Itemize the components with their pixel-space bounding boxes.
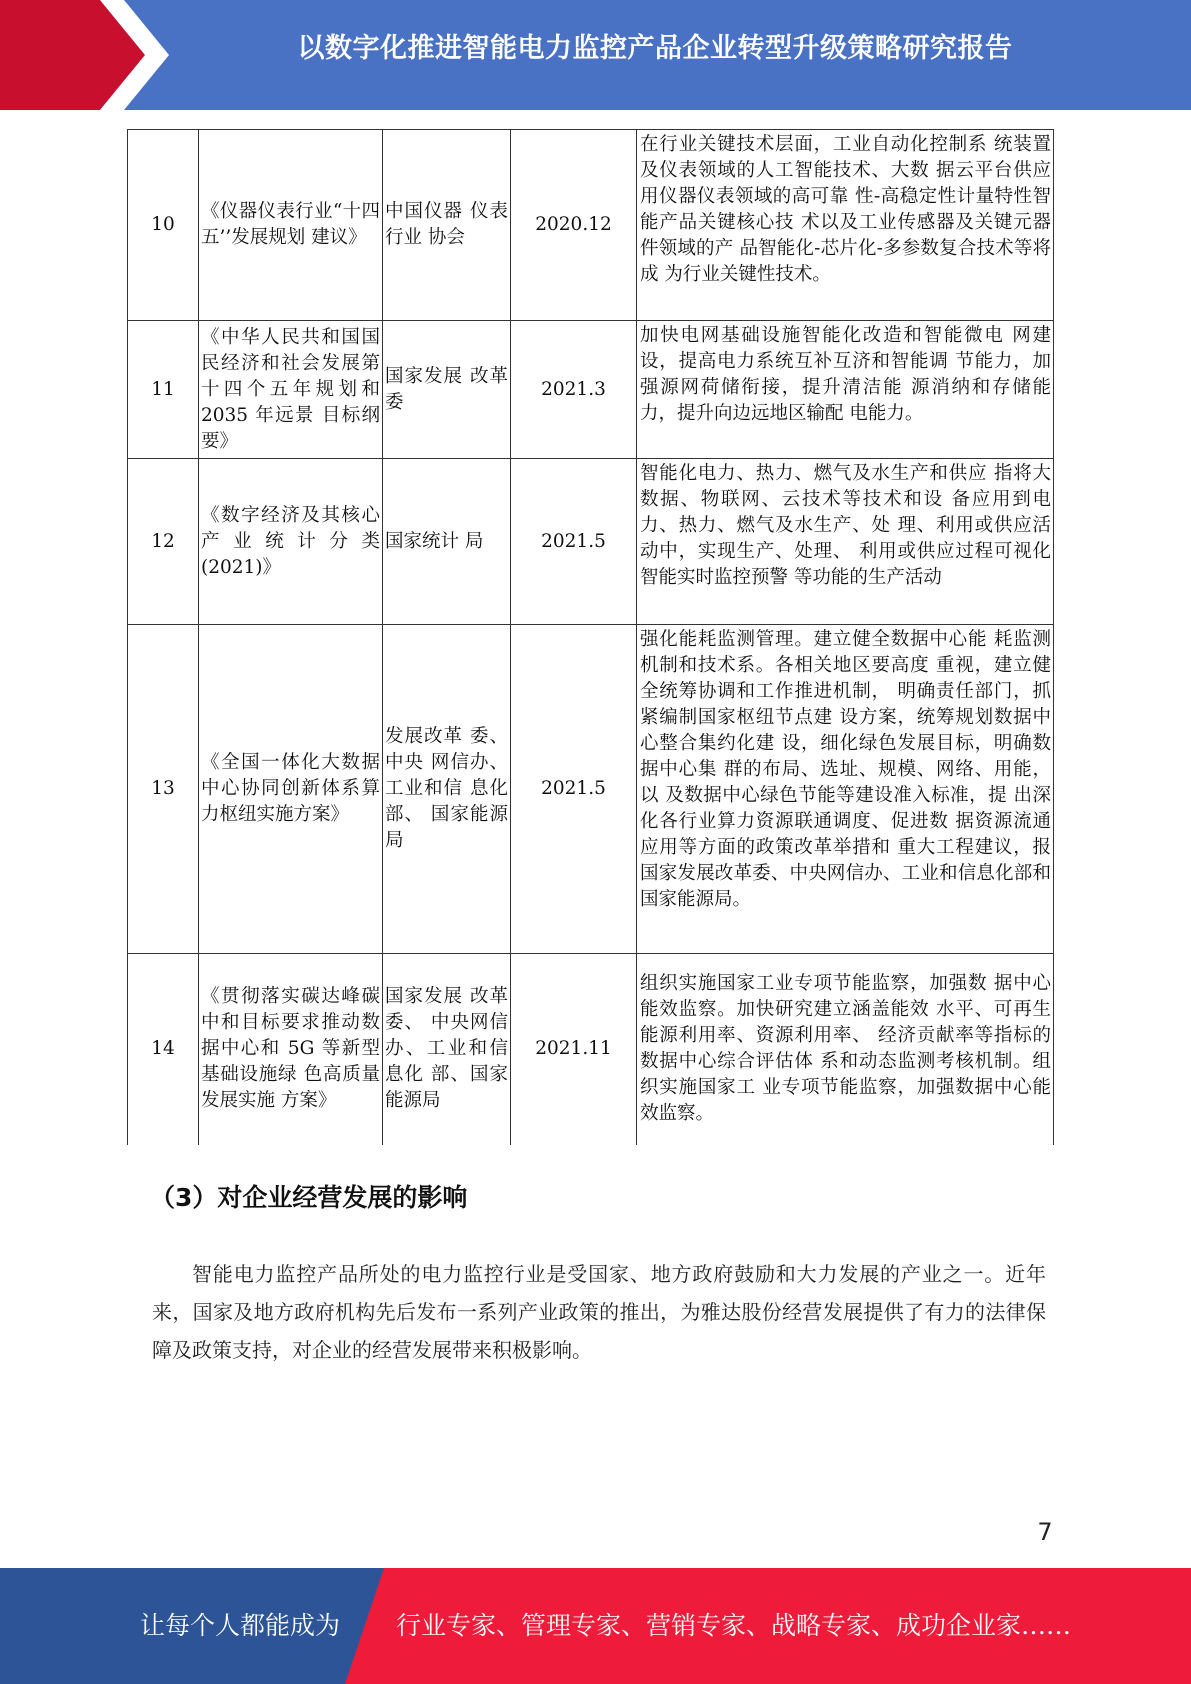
row-number: 14	[128, 954, 199, 1145]
page-number: 7	[1037, 1518, 1053, 1546]
table-row	[128, 130, 1054, 321]
footer-banner	[0, 1568, 1191, 1684]
row-number: 11	[128, 321, 199, 459]
policy-content: 加快电网基础设施智能化改造和智能微电 网建设，提高电力系统互补互济和智能调 节能力，加强源网荷储衔接，提升清洁能 源消纳和存储能力，提升向边远地区输配 电能力。	[637, 321, 1054, 459]
body-paragraph: 智能电力监控产品所处的电力监控行业是受国家、地方政府鼓励和大力发展的产业之一。近年来，国家及地方政府机构先后发布一系列产业政策的推出，为雅达股份经营发展提供了有力的法律保障及政策支持，对企业的经营发展带来积极影响。	[152, 1262, 1046, 1362]
header-banner	[0, 0, 1191, 110]
policy-name: 《中华人民共和国国民经济和社会发展第十四个五年规划和 2035 年远景 目标纲要》	[199, 321, 383, 459]
policy-name: 《数字经济及其核心产业统计分类(2021)》	[199, 459, 383, 625]
issuing-org: 国家发展 改革委、 中央网信 办、工业和信息化 部、国家 能源局	[383, 954, 511, 1145]
table-row	[128, 459, 1054, 625]
issue-date: 2021.11	[511, 954, 637, 1145]
policy-name: 《贯彻落实碳达峰碳中和目标要求推动数据中心和 5G 等新型基础设施绿 色高质量发展实施 方案》	[199, 954, 383, 1145]
policy-name: 《全国一体化大数据中心协同创新体系算力枢纽实施方案》	[199, 625, 383, 954]
issue-date: 2021.5	[511, 625, 637, 954]
issue-date: 2021.3	[511, 321, 637, 459]
table-row	[128, 954, 1054, 1145]
issuing-org: 国家发展 改革委	[383, 321, 511, 459]
report-title: 以数字化推进智能电力监控产品企业转型升级策略研究报告	[297, 33, 1013, 64]
policy-name: 《仪器仪表行业“十四五’’发展规划 建议》	[199, 130, 383, 321]
policy-content: 组织实施国家工业专项节能监察，加强数 据中心能效监察。加快研究建立涵盖能效 水平、可再生能源利用率、资源利用率、 经济贡献率等指标的数据中心综合评估体 系和动态监测考核机制。组织实施国家工 业专项节能监察，加强数据中心能效监察。	[637, 954, 1054, 1145]
row-number: 10	[128, 130, 199, 321]
row-number: 12	[128, 459, 199, 625]
issue-date: 2021.5	[511, 459, 637, 625]
policy-content: 在行业关键技术层面，工业自动化控制系 统装置及仪表领域的人工智能技术、大数 据云平台供应用仪器仪表领域的高可靠 性-高稳定性计量特性智能产品关键核心技 术以及工业传感器及关键元器件领域的产 品智能化-芯片化-多参数复合技术等将成 为行业关键性技术。	[637, 130, 1054, 321]
footer-slogan-left: 让每个人都能成为	[140, 1611, 341, 1640]
footer-slogan-right: 行业专家、管理专家、营销专家、战略专家、成功企业家……	[396, 1611, 1072, 1640]
table-row	[128, 625, 1054, 954]
issuing-org: 发展改革 委、中央 网信办、工业和信 息化部、 国家能源 局	[383, 625, 511, 954]
policy-content: 强化能耗监测管理。建立健全数据中心能 耗监测机制和技术系。各相关地区要高度 重视，建立健全统筹协调和工作推进机制， 明确责任部门，抓紧编制国家枢纽节点建 设方案，统筹规划数据中心整合集约化建 设，细化绿色发展目标，明确数据中心集 群的布局、选址、规模、网络、用能，以 及数据中心绿色节能等建设准入标准，提 出深化各行业算力资源联通调度、促进数 据资源流通应用等方面的政策改革举措和 重大工程建议，报国家发展改革委、中央网信办、工业和信息化部和国家能源局。	[637, 625, 1054, 954]
issue-date: 2020.12	[511, 130, 637, 321]
table-row	[128, 321, 1054, 459]
policy-table	[127, 129, 1054, 1145]
row-number: 13	[128, 625, 199, 954]
section-heading: （3）对企业经营发展的影响	[150, 1183, 468, 1212]
issuing-org: 中国仪器 仪表行业 协会	[383, 130, 511, 321]
policy-content: 智能化电力、热力、燃气及水生产和供应 指将大数据、物联网、云技术等技术和设 备应用到电力、热力、燃气及水生产、处 理、利用或供应活动中，实现生产、处理、 利用或供应过程可视化智能实时监控预警 等功能的生产活动	[637, 459, 1054, 625]
issuing-org: 国家统计 局	[383, 459, 511, 625]
